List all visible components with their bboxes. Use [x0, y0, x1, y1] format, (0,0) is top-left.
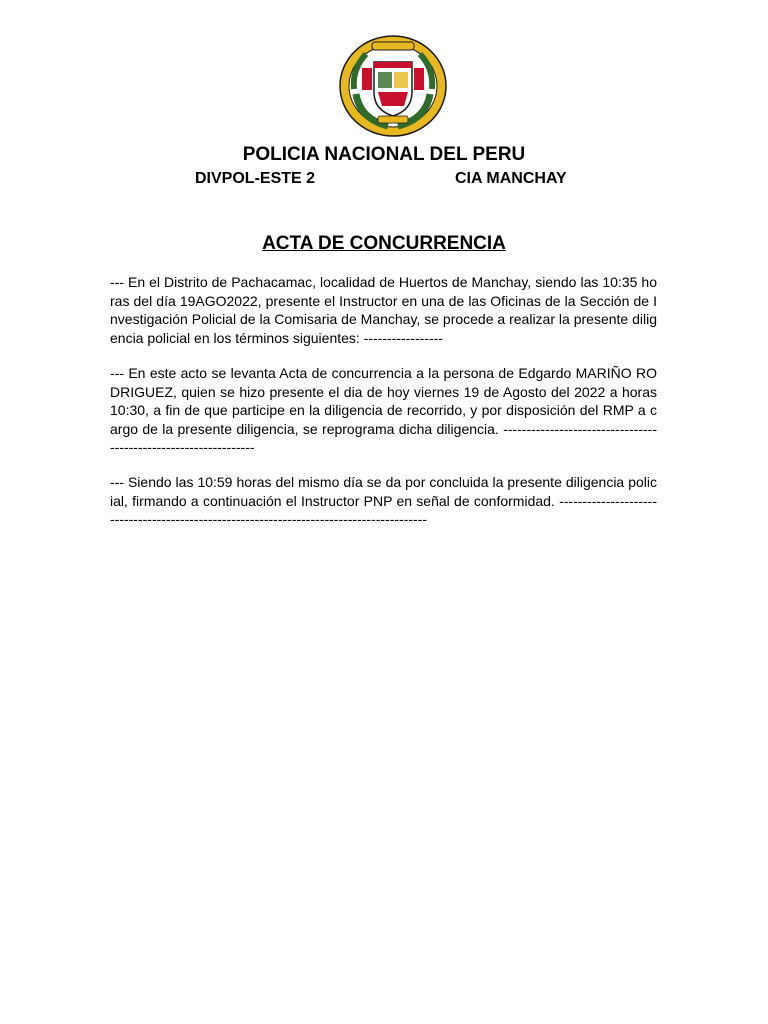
paragraph-closing: --- Siendo las 10:59 horas del mismo día se da por concluida la presente diligencia policial, firmando a continuación el Instructor PNP en señal de conformidad. -----------------------------------------------------------------------------------------	[110, 474, 657, 527]
paragraph-opening: --- En el Distrito de Pachacamac, localidad de Huertos de Manchay, siendo las 10:35 horas del día 19AGO2022, presente el Instructor en una de las Oficinas de la Sección de Investigación Policial de la Comisaria de Manchay, se procede a realizar la presente diligencia policial en los términos siguientes: -----------------	[110, 274, 657, 346]
company-label: CIA MANCHAY	[455, 170, 567, 187]
police-emblem-icon	[338, 34, 448, 138]
organization-title: POLICIA NACIONAL DEL PERU	[242, 144, 526, 165]
paragraph-body: --- En este acto se levanta Acta de concurrencia a la persona de Edgardo MARIÑO RODRIGUEZ, quien se hizo presente el dia de hoy viernes 19 de Agosto del 2022 a horas 10:30, a fin de que participe en la diligencia de recorrido, y por disposición del RMP a cargo de la presente diligencia, se reprograma dicha diligencia. ----------------------------------------------------------------	[110, 365, 657, 455]
document-title: ACTA DE CONCURRENCIA	[262, 233, 506, 254]
division-label: DIVPOL-ESTE 2	[195, 170, 316, 187]
